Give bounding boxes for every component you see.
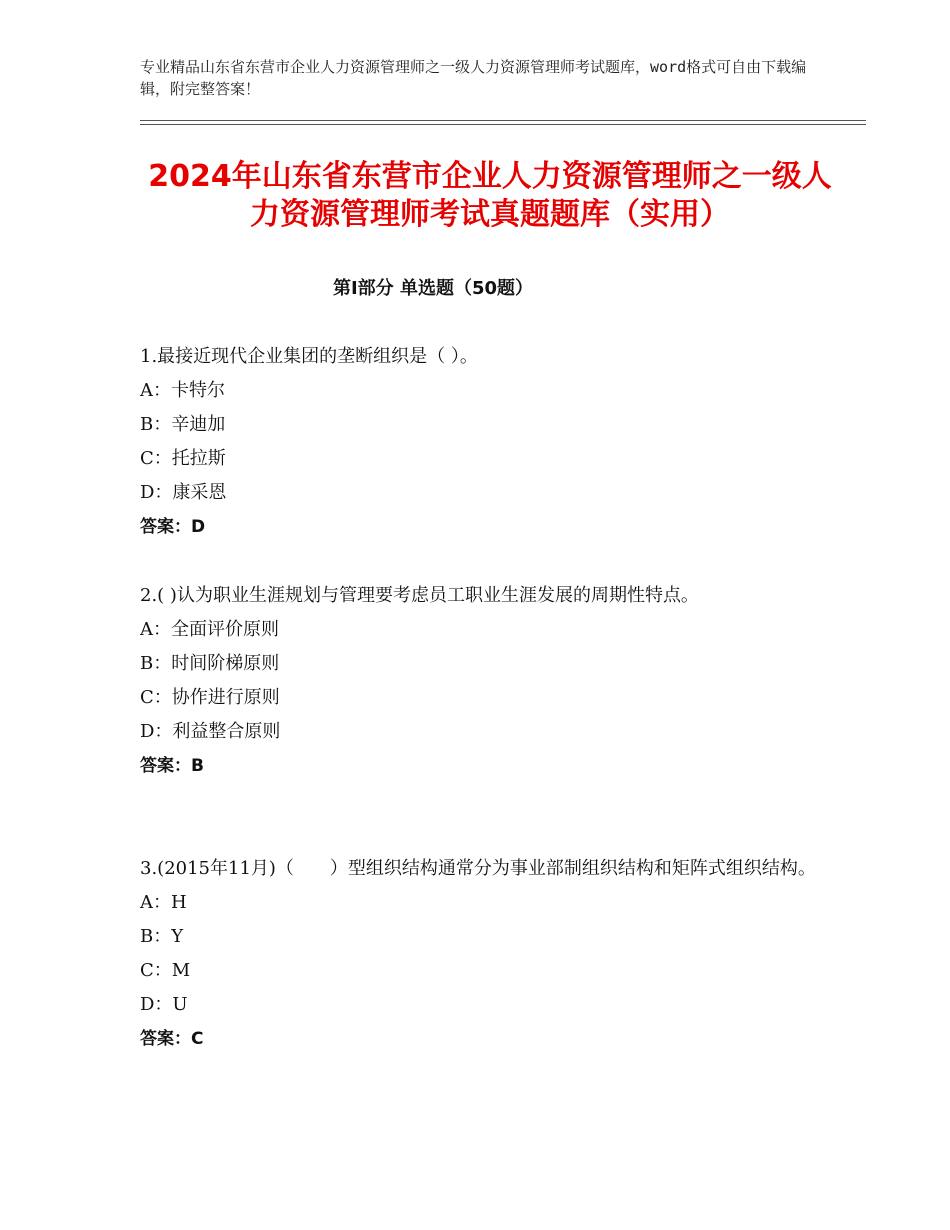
question-3 bbox=[140, 852, 820, 1056]
answer: 答案：B bbox=[140, 756, 204, 776]
header-note: 专业精品山东省东营市企业人力资源管理师之一级人力资源管理师考试题库，word格式可自由下载编辑，附完整答案！ bbox=[140, 58, 807, 98]
option-c: C：协作进行原则 bbox=[140, 687, 280, 708]
document-title: 2024年山东省东营市企业人力资源管理师之一级人力资源管理师考试真题题库（实用） bbox=[148, 159, 832, 232]
option-b: B：时间阶梯原则 bbox=[140, 653, 280, 674]
option-c: C：M bbox=[140, 960, 191, 981]
question-1 bbox=[140, 340, 820, 544]
option-d: D：利益整合原则 bbox=[140, 721, 281, 742]
question-2 bbox=[140, 579, 820, 783]
answer: 答案：D bbox=[140, 517, 206, 537]
answer: 答案：C bbox=[140, 1029, 204, 1049]
header-divider bbox=[140, 120, 866, 125]
option-d: D：U bbox=[140, 994, 188, 1015]
question-stem: 3.(2015年11月)（ ）型组织结构通常分为事业部制组织结构和矩阵式组织结构。 bbox=[140, 858, 816, 879]
question-stem: 2.( )认为职业生涯规划与管理要考虑员工职业生涯发展的周期性特点。 bbox=[140, 585, 699, 606]
option-a: A：H bbox=[140, 892, 187, 913]
option-b: B：辛迪加 bbox=[140, 414, 226, 435]
question-stem: 1.最接近现代企业集团的垄断组织是（ ）。 bbox=[140, 346, 478, 367]
option-c: C：托拉斯 bbox=[140, 448, 226, 469]
option-d: D：康采恩 bbox=[140, 482, 227, 503]
option-a: A：全面评价原则 bbox=[140, 619, 279, 640]
option-a: A：卡特尔 bbox=[140, 380, 225, 401]
option-b: B：Y bbox=[140, 926, 184, 947]
section-title: 第Ⅰ部分 单选题（50题） bbox=[332, 278, 533, 299]
